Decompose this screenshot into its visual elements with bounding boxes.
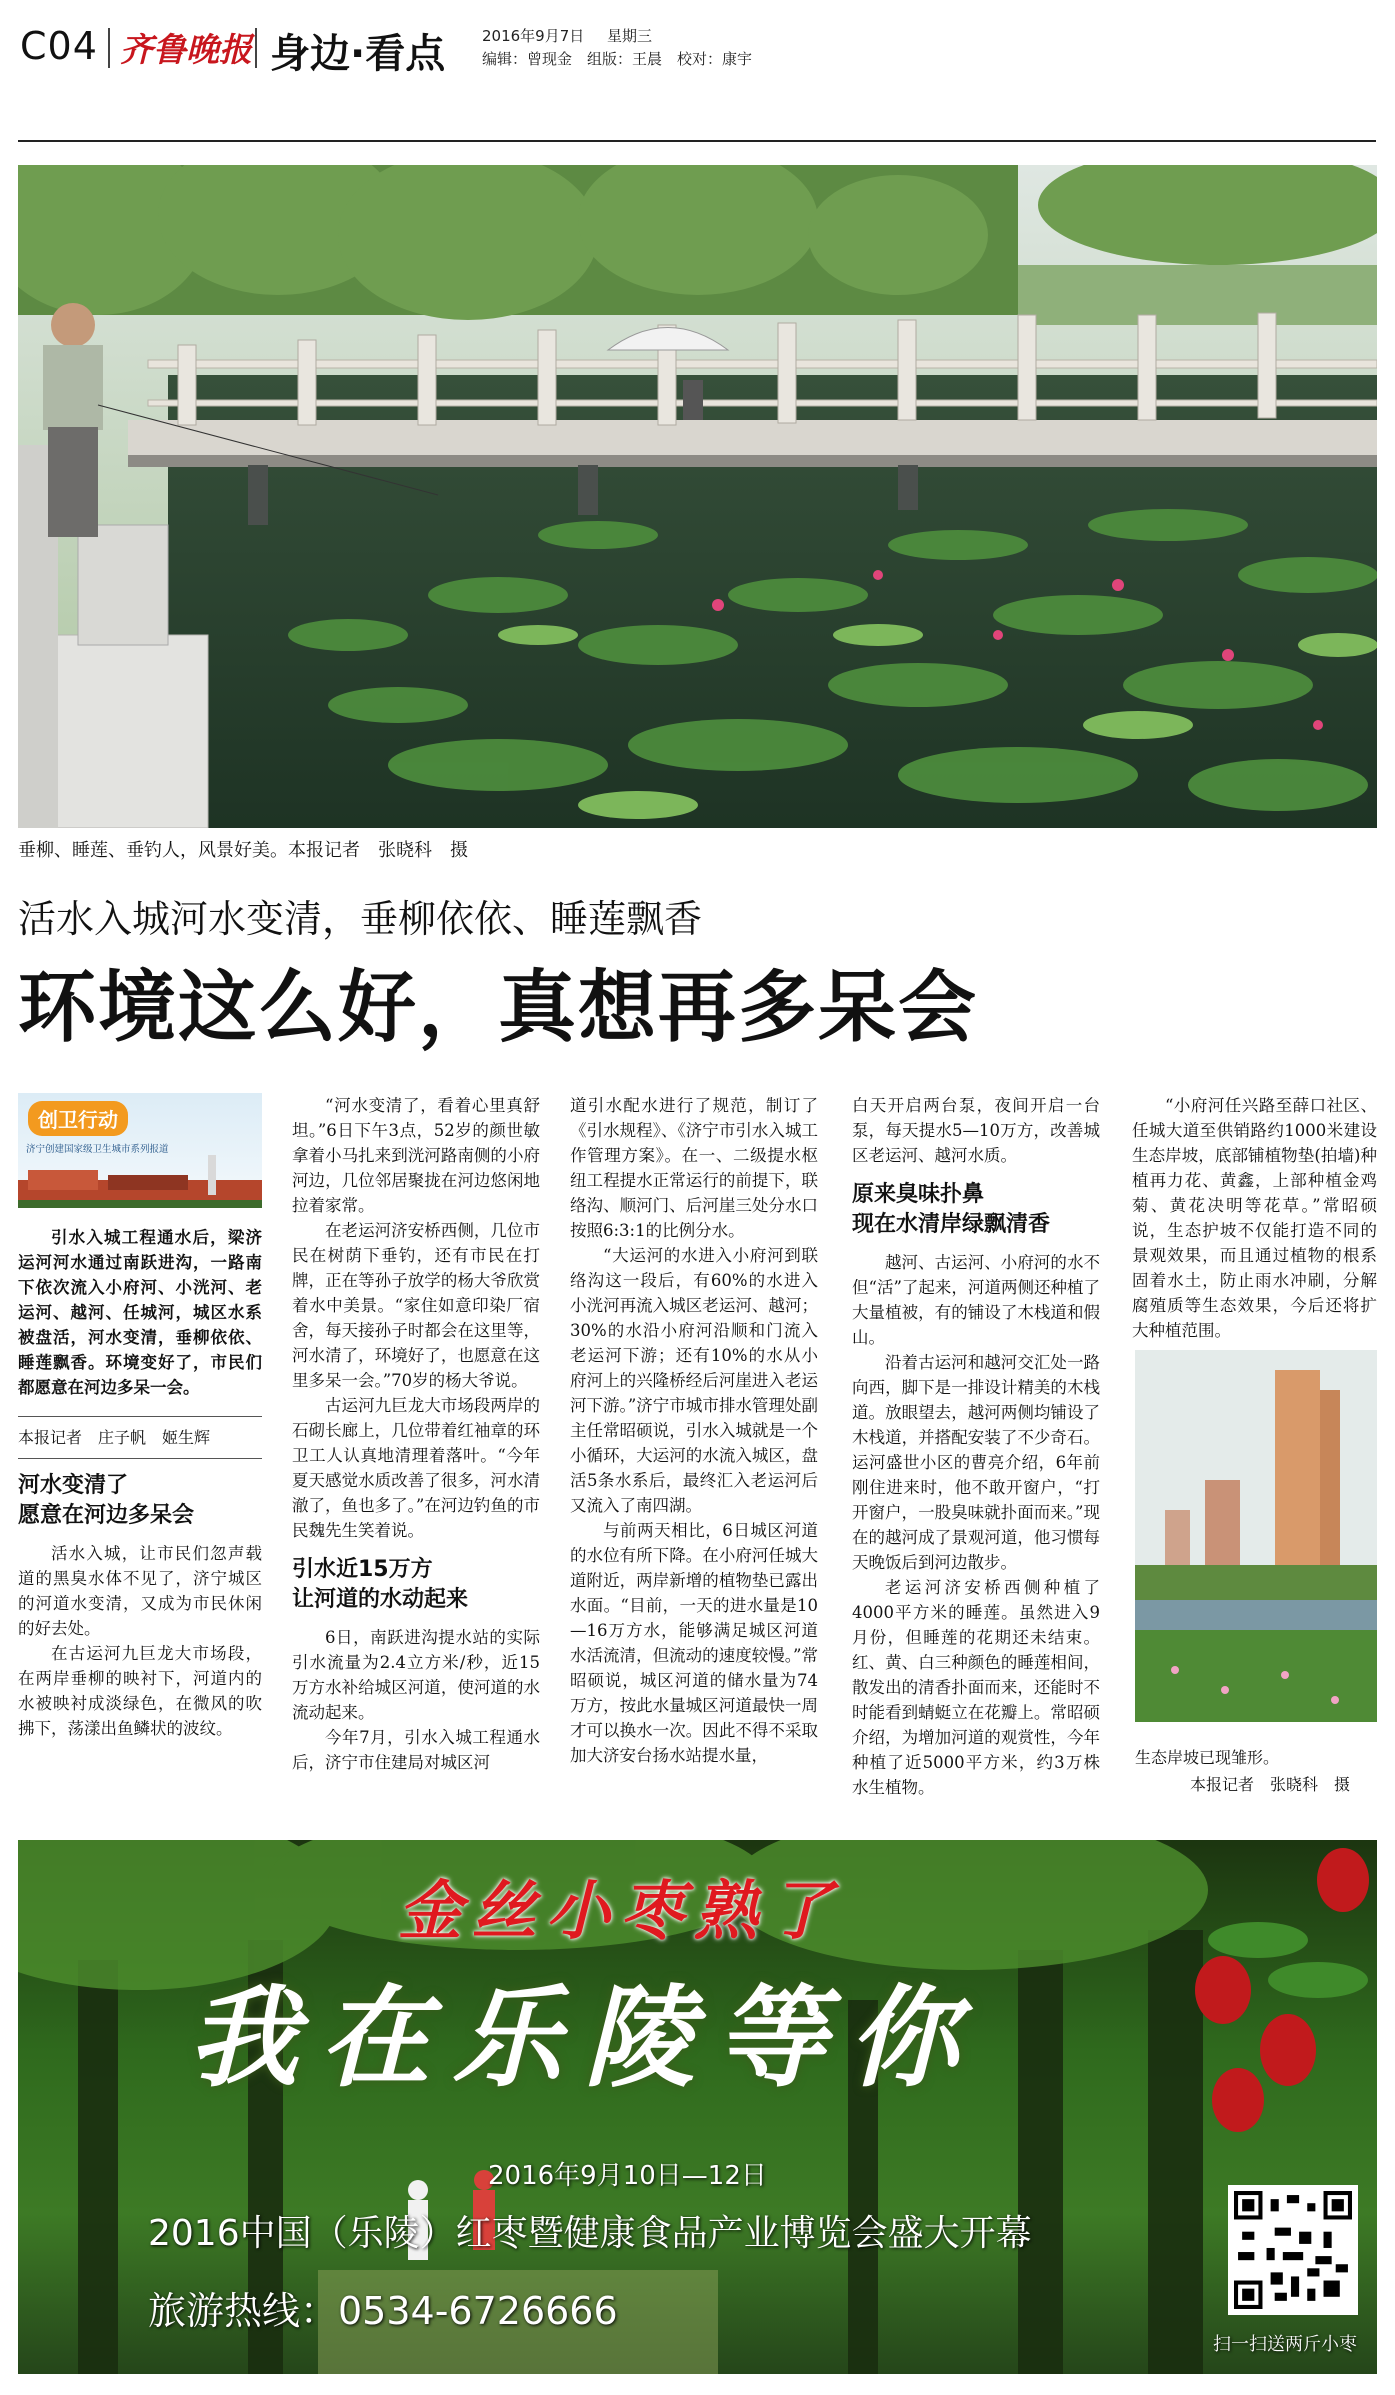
small-photo-credit: 本报记者 张晓科 摄 bbox=[1190, 1775, 1351, 1794]
paragraph: 在古运河九巨龙大市场段，在两岸垂柳的映衬下，河道内的水被映衬成淡绿色，在微风的吹拂下，荡漾出鱼鳞状的波纹。 bbox=[18, 1644, 262, 1738]
badge-subtitle: 济宁创建国家级卫生城市系列报道 bbox=[26, 1144, 169, 1155]
paper-logo: 齐鲁晚报 bbox=[120, 30, 252, 69]
paragraph: 越河、古运河、小府河的水不但“活”了起来，河道两侧还种植了大量植被，有的铺设了木栈道和假山。 bbox=[852, 1253, 1100, 1347]
paragraph: 沿着古运河和越河交汇处一路向西，脚下是一排设计精美的木栈道。放眼望去，越河两侧均铺设了木栈道，并搭配安装了不少奇石。运河盛世小区的曹亮介绍，6年前刚住进来时，他不敢开窗户，“打开窗户，一股臭味就扑面而来。”现在的越河成了景观河道，他习惯每天晚饭后到河边散步。 bbox=[852, 1353, 1100, 1572]
paragraph: 老运河济安桥西侧种植了4000平方米的睡莲。虽然进入9月份，但睡莲的花期还未结束。红、黄、白三种颜色的睡莲相间，散发出的清香扑面而来，还能时不时能看到蜻蜓立在花瓣上。常昭硕介绍，为增加河道的观赏性，今年种植了近5000平方米，约3万株水生植物。 bbox=[852, 1578, 1100, 1797]
section-title: 身边·看点 bbox=[270, 31, 446, 77]
ad-title-line1: 金丝小枣熟了 bbox=[398, 1874, 842, 1949]
article-byline: 本报记者 庄子帆 姬生辉 bbox=[18, 1428, 211, 1447]
header-divider bbox=[108, 28, 110, 68]
ad-dates: 2016年9月10日—12日 bbox=[488, 2161, 767, 2191]
editor-credits: 编辑：曾现金 组版：王晨 校对：康宇 bbox=[482, 50, 753, 68]
jujube-expo-ad bbox=[18, 1840, 1377, 2374]
header-date-line bbox=[482, 25, 652, 46]
paragraph: 古运河九巨龙大市场段两岸的石砌长廊上，几位带着红袖章的环卫工人认真地清理着落叶。“今年夏天感觉水质改善了很多，河水清澈了，鱼也多了。”在河边钓鱼的市民魏先生笑着说。 bbox=[292, 1396, 540, 1540]
eco-slope-photo bbox=[1135, 1350, 1377, 1722]
paragraph: 白天开启两台泵，夜间开启一台泵，每天提水5—10万方，改善城区老运河、越河水质。 bbox=[852, 1096, 1100, 1165]
main-photo bbox=[18, 165, 1377, 828]
paragraph: “小府河任兴路至薛口社区、任城大道至供销路约1000米建设生态岸坡，底部铺植物垫(拍墙)种植再力花、黄鑫，上部种植金鸡菊、黄花决明等花草。”常昭硕说，生态护坡不仅能打造不同的景观效果，而且通过植物的根系固着水土，防止雨水冲刷，分解腐殖质等生态效果，今后还将扩大种植范围。 bbox=[1132, 1096, 1377, 1340]
article-lead: 引水入城工程通水后，梁济运河河水通过南跃进沟，一路南下依次流入小府河、小洸河、老运河、越河、任城河，城区水系被盘活，河水变清，垂柳依依、睡莲飘香。环境变好了，市民们都愿意在河边多呆一会。 bbox=[18, 1228, 262, 1397]
issue-date: 2016年9月7日 bbox=[482, 27, 585, 45]
qr-code-icon bbox=[1234, 2191, 1352, 2309]
qr-code[interactable] bbox=[1228, 2185, 1358, 2315]
header-rule bbox=[18, 140, 1376, 142]
paragraph: 6日，南跃进沟提水站的实际引水流量为2.4立方米/秒，近15万方水补给城区河道，使河道的水流动起来。 bbox=[292, 1628, 540, 1722]
header-divider bbox=[255, 28, 257, 68]
column-3 bbox=[570, 1093, 818, 1768]
column-2 bbox=[292, 1093, 540, 1775]
article-subheadline: 活水入城河水变清，垂柳依依、睡莲飘香 bbox=[18, 897, 703, 941]
paragraph: 在老运河济安桥西侧，几位市民在树荫下垂钓，还有市民在打牌，正在等孙子放学的杨大爷欣赏着水中美景。“家住如意印染厂宿舍，每天接孙子时都会在这里等，河水清了，环境好了，也愿意在这里多呆一会。”70岁的杨大爷说。 bbox=[292, 1221, 540, 1390]
ad-event-name: 2016中国（乐陵）红枣暨健康食品产业博览会盛大开幕 bbox=[148, 2213, 1032, 2254]
qr-caption: 扫一扫送两斤小枣 bbox=[1213, 2334, 1357, 2355]
column-divider bbox=[18, 1458, 262, 1459]
ad-hotline: 旅游热线：0534-6726666 bbox=[148, 2289, 618, 2333]
section-heading-1: 河水变清了 愿意在河边多呆会 bbox=[18, 1473, 195, 1528]
column-5 bbox=[1132, 1093, 1377, 1343]
paragraph: 道引水配水进行了规范，制订了《引水规程》、《济宁市引水入城工作管理方案》。在一、二级提水枢纽工程提水正常运行的前提下，联络沟、顺河门、后河崖三处分水口按照6:3:1的比例分水。 bbox=[570, 1096, 818, 1240]
article-headline: 环境这么好，真想再多呆会 bbox=[18, 963, 979, 1053]
paragraph: 今年7月，引水入城工程通水后，济宁市住建局对城区河 bbox=[292, 1728, 540, 1772]
paragraph: 与前两天相比，6日城区河道的水位有所下降。在小府河任城大道附近，两岸新增的植物垫已露出水面。“目前，一天的进水量是10—16万方水，能够满足城区河道水活流清，但流动的速度较慢。”常昭硕说，城区河道的储水量为74万方，按此水量城区河道最快一周才可以换水一次。因此不得不采取加大济安台扬水站提水量， bbox=[570, 1521, 818, 1765]
ad-title-line2: 我在乐陵等你 bbox=[188, 1973, 980, 2102]
column-divider bbox=[18, 1416, 262, 1417]
photo-caption: 垂柳、睡莲、垂钓人，风景好美。本报记者 张晓科 摄 bbox=[18, 840, 468, 861]
section-heading-3: 原来臭味扑鼻 现在水清岸绿飘清香 bbox=[852, 1182, 1051, 1237]
paragraph: “大运河的水进入小府河到联络沟这一段后，有60%的水进入小洸河再流入城区老运河、越河；30%的水沿小府河沿顺和门流入老运河下游；还有10%的水从小府河上的兴隆桥经后河崖进入老运河下游。”济宁市城市排水管理处副主任常昭硕说，引水入城就是一个小循环，大运河的水流入城区，盘活5条水系后，最终汇入老运河后又流入了南四湖。 bbox=[570, 1246, 818, 1515]
series-badge bbox=[18, 1093, 262, 1208]
badge-cityscape bbox=[18, 1155, 262, 1208]
paragraph: “河水变清了，看着心里真舒坦。”6日下午3点，52岁的颜世敏拿着小马扎来到洸河路南侧的小府河边，几位邻居聚拢在河边悠闲地拉着家常。 bbox=[292, 1096, 540, 1215]
badge-title: 创卫行动 bbox=[28, 1101, 128, 1136]
column-4 bbox=[852, 1093, 1100, 1800]
page-number: C04 bbox=[20, 24, 98, 68]
issue-weekday: 星期三 bbox=[607, 27, 653, 45]
paragraph: 活水入城，让市民们忽声载道的黑臭水体不见了，济宁城区的河道水变清，又成为市民休闲的好去处。 bbox=[18, 1544, 262, 1638]
column-1 bbox=[18, 1225, 262, 1741]
small-photo-caption: 生态岸坡已现雏形。 bbox=[1135, 1748, 1280, 1767]
section-heading-2: 引水近15万方 让河道的水动起来 bbox=[292, 1557, 469, 1612]
